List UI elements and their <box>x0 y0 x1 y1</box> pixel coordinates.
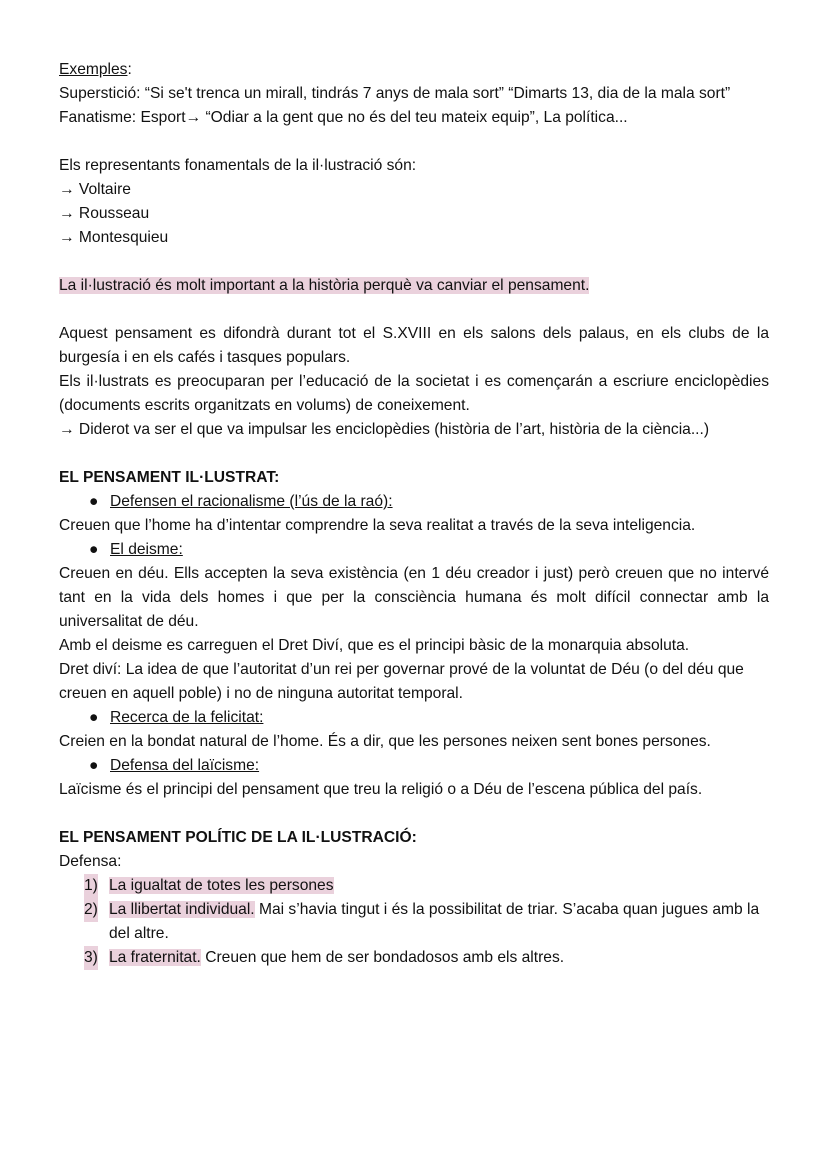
deism-text: Amb el deisme es carreguen el Dret Diví, que es el principi bàsic de la monarquia absoluta. <box>59 637 690 654</box>
diderot-paragraph: → Diderot va ser el que va impulsar les enciclopèdies (història de l’art, història de la ciència...) <box>59 421 710 438</box>
representative-item: → Montesquieu <box>59 229 169 246</box>
section-title-political-thought: EL PENSAMENT POLÍTIC DE LA IL·LUSTRACIÓ: <box>59 829 417 846</box>
rationalism-text: Creuen que l’home ha d’intentar comprendre la seva realitat a través de la seva inteligencia. <box>59 517 696 534</box>
defense-intro: Defensa: <box>59 853 122 870</box>
numbered-item-fraternity: 3) La fraternitat. Creuen que hem de ser bondadosos amb els altres. <box>59 946 769 970</box>
representative-item: → Rousseau <box>59 205 150 222</box>
deism-text: Creuen en déu. Ells accepten la seva existència (en 1 déu creador i just) però creuen que no intervé tant en la vida dels homes i que per la consciència humana és molt difícil connectar amb la universalitat de déu. <box>59 565 769 630</box>
education-paragraph: Els il·lustrats es preocuparan per l’educació de la societat i es començarán a escriure enciclopèdies (documents escrits organitzats en volums) de coneixement. <box>59 373 769 414</box>
numbered-item-equality: 1) La igualtat de totes les persones <box>59 874 769 898</box>
key-sentence: La il·lustració és molt important a la història perquè va canviar el pensament. <box>59 277 590 294</box>
diffusion-paragraph: Aquest pensament es difondrà durant tot el S.XVIII en els salons dels palaus, en els clubs de la burgesía i en els cafés i tasques populars. <box>59 325 769 366</box>
happiness-text: Creien en la bondat natural de l’home. És a dir, que les persones neixen sent bones persones. <box>59 733 711 750</box>
superstition-example: Superstició: “Si se't trenca un mirall, tindrás 7 anys de mala sort” “Dimarts 13, dia de la mala sort” <box>59 85 731 102</box>
bullet-secularism: ● Defensa del laïcisme: <box>89 757 260 774</box>
secularism-text: Laïcisme és el principi del pensament que treu la religió o a Déu de l’escena pública del país. <box>59 781 703 798</box>
representative-item: → Voltaire <box>59 181 131 198</box>
bullet-happiness: ● Recerca de la felicitat: <box>89 709 264 726</box>
examples-heading: Exemples: <box>59 61 132 78</box>
section-title-illustrated-thought: EL PENSAMENT IL·LUSTRAT: <box>59 469 280 486</box>
representatives-intro: Els representants fonamentals de la il·lustració són: <box>59 157 417 174</box>
numbered-item-liberty: 2) La llibertat individual. Mai s’havia tingut i és la possibilitat de triar. S’acaba quan jugues amb la del altre. <box>59 898 769 946</box>
deism-text: Dret diví: La idea de que l’autoritat d’un rei per governar prové de la voluntat de Déu (o del déu que creuen en aquell poble) i no de ninguna autoritat temporal. <box>59 661 744 702</box>
bullet-rationalism: ● Defensen el racionalisme (l’ús de la raó): <box>89 493 393 510</box>
bullet-deism: ● El deisme: <box>89 541 183 558</box>
document-page <box>59 58 769 970</box>
fanaticism-example: Fanatisme: Esport→ “Odiar a la gent que no és del teu mateix equip”, La política... <box>59 109 628 126</box>
